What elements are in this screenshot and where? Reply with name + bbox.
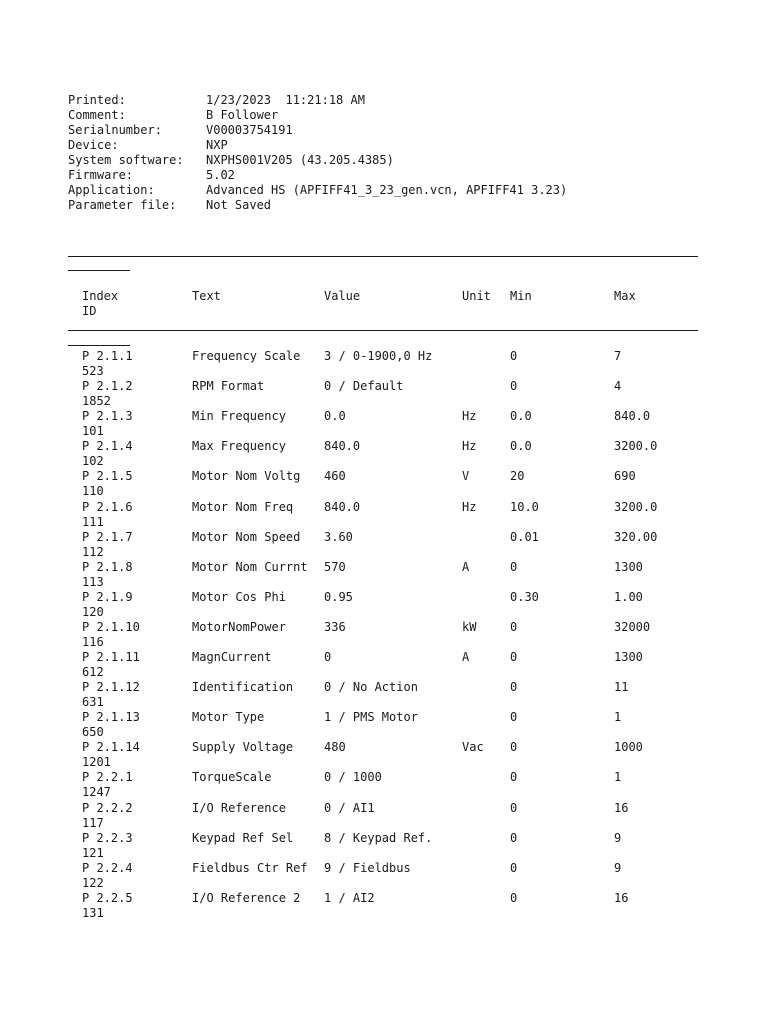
col-max-label: Max xyxy=(614,289,636,303)
header-value: NXPHS001V205 (43.205.4385) xyxy=(206,153,394,167)
param-text: Motor Nom Freq xyxy=(192,500,294,514)
param-max: 1300 xyxy=(614,650,643,664)
param-text: Max Frequency xyxy=(192,439,286,453)
header-row xyxy=(68,198,567,213)
param-text: MagnCurrent xyxy=(192,650,272,664)
param-max: 320.00 xyxy=(614,530,658,544)
param-unit: A xyxy=(462,560,470,574)
table-row xyxy=(0,740,768,770)
table-row xyxy=(0,861,768,891)
param-max: 1.00 xyxy=(614,590,643,604)
param-value: 3.60 xyxy=(324,530,353,544)
param-value: 0 xyxy=(324,650,332,664)
header-row xyxy=(68,153,567,168)
param-id: 110 xyxy=(82,484,104,498)
param-index: P 2.2.2 xyxy=(82,801,133,815)
param-min: 0 xyxy=(510,770,518,784)
param-index: P 2.2.5 xyxy=(82,891,133,905)
param-text: Motor Nom Currnt xyxy=(192,560,308,574)
param-index: P 2.1.5 xyxy=(82,469,133,483)
param-text: Min Frequency xyxy=(192,409,286,423)
col-id-label: ID xyxy=(82,304,97,318)
param-max: 690 xyxy=(614,469,636,483)
param-min: 0.30 xyxy=(510,590,539,604)
param-max: 840.0 xyxy=(614,409,651,423)
param-unit: Hz xyxy=(462,409,477,423)
header-value: Not Saved xyxy=(206,198,272,212)
param-id: 612 xyxy=(82,665,104,679)
param-text: Fieldbus Ctr Ref xyxy=(192,861,308,875)
table-row xyxy=(0,439,768,469)
param-value: 9 / Fieldbus xyxy=(324,861,411,875)
header-row xyxy=(68,123,567,138)
param-id: 120 xyxy=(82,605,104,619)
param-unit: Hz xyxy=(462,500,477,514)
column-header xyxy=(0,289,768,319)
table-row xyxy=(0,801,768,831)
param-min: 0.0 xyxy=(510,439,532,453)
param-min: 0 xyxy=(510,379,518,393)
param-id: 117 xyxy=(82,816,104,830)
header-value: NXP xyxy=(206,138,228,152)
param-max: 1300 xyxy=(614,560,643,574)
param-value: 336 xyxy=(324,620,346,634)
table-row xyxy=(0,469,768,499)
param-min: 0 xyxy=(510,801,518,815)
param-id: 1852 xyxy=(82,394,111,408)
param-text: RPM Format xyxy=(192,379,265,393)
header-label: Firmware: xyxy=(68,168,134,182)
param-id: 102 xyxy=(82,454,104,468)
param-id: 523 xyxy=(82,364,104,378)
col-text-label: Text xyxy=(192,289,221,303)
param-id: 112 xyxy=(82,545,104,559)
param-min: 0 xyxy=(510,710,518,724)
param-min: 10.0 xyxy=(510,500,539,514)
param-min: 0 xyxy=(510,560,518,574)
param-max: 16 xyxy=(614,801,629,815)
table-row xyxy=(0,891,768,921)
param-value: 8 / Keypad Ref. xyxy=(324,831,433,845)
param-max: 4 xyxy=(614,379,622,393)
table-row xyxy=(0,530,768,560)
param-max: 9 xyxy=(614,831,622,845)
document-header xyxy=(68,93,567,213)
col-value-label: Value xyxy=(324,289,361,303)
param-value: 480 xyxy=(324,740,346,754)
table-row xyxy=(0,680,768,710)
param-max: 1000 xyxy=(614,740,643,754)
param-index: P 2.2.4 xyxy=(82,861,133,875)
param-text: Supply Voltage xyxy=(192,740,294,754)
param-value: 0 / 1000 xyxy=(324,770,382,784)
param-min: 0 xyxy=(510,680,518,694)
param-id: 131 xyxy=(82,906,104,920)
param-id: 111 xyxy=(82,515,104,529)
param-text: Motor Type xyxy=(192,710,265,724)
table-row xyxy=(0,349,768,379)
param-max: 16 xyxy=(614,891,629,905)
param-min: 0 xyxy=(510,861,518,875)
table-row xyxy=(0,770,768,800)
param-text: MotorNomPower xyxy=(192,620,286,634)
param-index: P 2.1.4 xyxy=(82,439,133,453)
param-id: 1201 xyxy=(82,755,111,769)
table-row xyxy=(0,831,768,861)
header-value: B Follower xyxy=(206,108,279,122)
header-value: 5.02 xyxy=(206,168,235,182)
param-value: 460 xyxy=(324,469,346,483)
param-max: 3200.0 xyxy=(614,500,658,514)
param-text: Motor Nom Speed xyxy=(192,530,301,544)
param-index: P 2.1.6 xyxy=(82,500,133,514)
param-id: 631 xyxy=(82,695,104,709)
header-label: System software: xyxy=(68,153,184,167)
header-label: Printed: xyxy=(68,93,126,107)
separator-rule-header xyxy=(68,330,698,331)
param-text: Keypad Ref Sel xyxy=(192,831,294,845)
param-index: P 2.2.1 xyxy=(82,770,133,784)
separator-rule-top-tail xyxy=(68,270,130,271)
param-index: P 2.1.12 xyxy=(82,680,140,694)
param-max: 7 xyxy=(614,349,622,363)
header-row xyxy=(68,93,567,108)
param-id: 113 xyxy=(82,575,104,589)
param-max: 1 xyxy=(614,770,622,784)
param-unit: A xyxy=(462,650,470,664)
table-row xyxy=(0,560,768,590)
param-min: 0.01 xyxy=(510,530,539,544)
param-index: P 2.1.3 xyxy=(82,409,133,423)
param-value: 570 xyxy=(324,560,346,574)
param-value: 840.0 xyxy=(324,500,361,514)
param-value: 0 / Default xyxy=(324,379,404,393)
param-value: 1 / PMS Motor xyxy=(324,710,418,724)
param-unit: Hz xyxy=(462,439,477,453)
col-min-label: Min xyxy=(510,289,532,303)
param-min: 0.0 xyxy=(510,409,532,423)
param-min: 0 xyxy=(510,891,518,905)
header-row xyxy=(68,168,567,183)
header-label: Parameter file: xyxy=(68,198,177,212)
header-label: Device: xyxy=(68,138,119,152)
param-text: I/O Reference 2 xyxy=(192,891,301,905)
param-index: P 2.1.10 xyxy=(82,620,140,634)
header-value: Advanced HS (APFIFF41_3_23_gen.vcn, APFIFF41 3.23) xyxy=(206,183,568,197)
param-index: P 2.1.11 xyxy=(82,650,140,664)
header-value: 1/23/2023 11:21:18 AM xyxy=(206,93,365,107)
param-id: 650 xyxy=(82,725,104,739)
param-index: P 2.2.3 xyxy=(82,831,133,845)
param-min: 20 xyxy=(510,469,525,483)
param-text: Motor Nom Voltg xyxy=(192,469,301,483)
header-row xyxy=(68,183,567,198)
param-value: 0.0 xyxy=(324,409,346,423)
param-text: I/O Reference xyxy=(192,801,286,815)
param-min: 0 xyxy=(510,349,518,363)
param-max: 11 xyxy=(614,680,629,694)
param-value: 0 / AI1 xyxy=(324,801,375,815)
param-max: 9 xyxy=(614,861,622,875)
param-value: 0.95 xyxy=(324,590,353,604)
table-row xyxy=(0,650,768,680)
param-index: P 2.1.14 xyxy=(82,740,140,754)
separator-rule-top xyxy=(68,256,698,257)
param-index: P 2.1.1 xyxy=(82,349,133,363)
param-index: P 2.1.2 xyxy=(82,379,133,393)
param-unit: V xyxy=(462,469,470,483)
header-row xyxy=(68,108,567,123)
table-row xyxy=(0,590,768,620)
table-row xyxy=(0,620,768,650)
param-text: Motor Cos Phi xyxy=(192,590,286,604)
param-id: 101 xyxy=(82,424,104,438)
param-id: 121 xyxy=(82,846,104,860)
separator-rule-header-tail xyxy=(68,345,130,346)
param-max: 3200.0 xyxy=(614,439,658,453)
header-value: V00003754191 xyxy=(206,123,293,137)
param-text: Frequency Scale xyxy=(192,349,301,363)
header-label: Serialnumber: xyxy=(68,123,162,137)
table-row xyxy=(0,500,768,530)
param-unit: Vac xyxy=(462,740,484,754)
param-index: P 2.1.13 xyxy=(82,710,140,724)
param-max: 32000 xyxy=(614,620,651,634)
param-index: P 2.1.7 xyxy=(82,530,133,544)
param-unit: kW xyxy=(462,620,477,634)
param-min: 0 xyxy=(510,650,518,664)
param-value: 3 / 0-1900,0 Hz xyxy=(324,349,433,363)
param-max: 1 xyxy=(614,710,622,724)
param-text: Identification xyxy=(192,680,294,694)
table-row xyxy=(0,710,768,740)
param-id: 1247 xyxy=(82,785,111,799)
header-row xyxy=(68,138,567,153)
param-index: P 2.1.8 xyxy=(82,560,133,574)
param-min: 0 xyxy=(510,620,518,634)
param-value: 0 / No Action xyxy=(324,680,418,694)
param-min: 0 xyxy=(510,831,518,845)
col-unit-label: Unit xyxy=(462,289,491,303)
param-value: 840.0 xyxy=(324,439,361,453)
param-index: P 2.1.9 xyxy=(82,590,133,604)
param-min: 0 xyxy=(510,740,518,754)
param-id: 116 xyxy=(82,635,104,649)
param-id: 122 xyxy=(82,876,104,890)
param-value: 1 / AI2 xyxy=(324,891,375,905)
param-text: TorqueScale xyxy=(192,770,272,784)
header-label: Comment: xyxy=(68,108,126,122)
table-row xyxy=(0,409,768,439)
table-row xyxy=(0,379,768,409)
col-index-label: Index xyxy=(82,289,119,303)
header-label: Application: xyxy=(68,183,155,197)
